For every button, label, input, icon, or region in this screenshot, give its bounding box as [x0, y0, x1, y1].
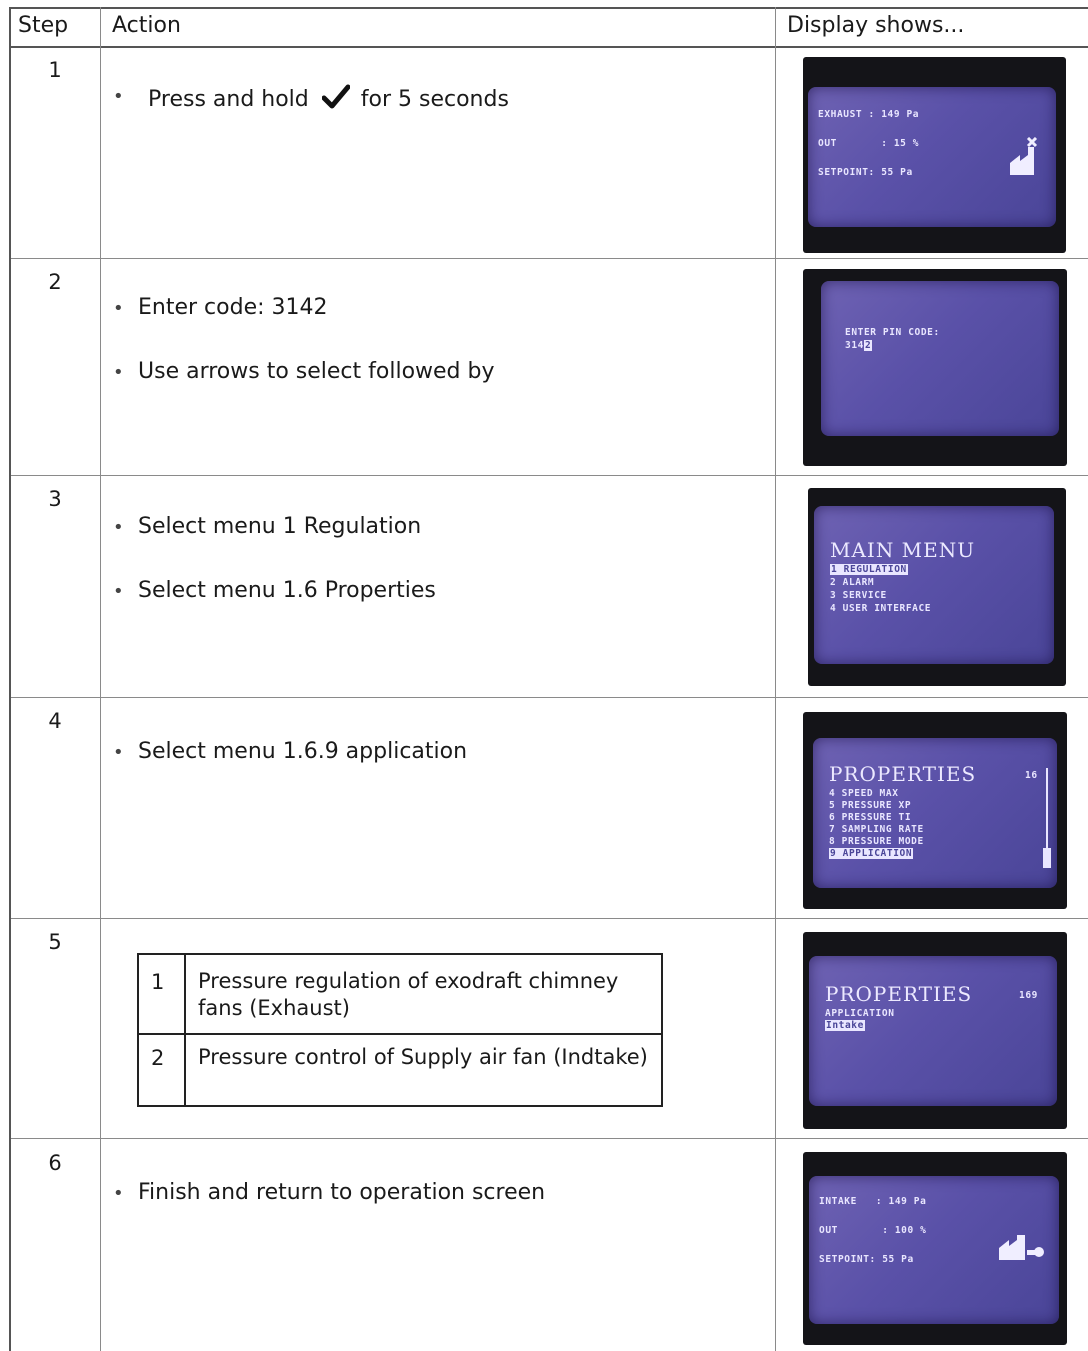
bullet-icon: • — [113, 362, 124, 383]
lcd-line: SETPOINT: 55 Pa — [819, 1254, 914, 1265]
lcd-screen — [821, 281, 1059, 436]
display-photo — [803, 712, 1067, 909]
step-number: 3 — [48, 487, 62, 511]
bullet-icon: • — [113, 86, 124, 107]
display-photo — [803, 269, 1067, 466]
lcd-screen — [814, 506, 1054, 664]
header-action: Action — [112, 13, 181, 38]
row-divider — [9, 697, 1088, 698]
lcd-menu-code: 16 — [1025, 770, 1038, 781]
column-divider — [100, 7, 101, 1351]
action-text-prefix: Press and hold — [148, 87, 309, 112]
row-divider — [9, 918, 1088, 919]
lcd-title: PROPERTIES — [829, 762, 977, 786]
lcd-title: MAIN MENU — [830, 538, 976, 562]
display-photo — [808, 488, 1066, 686]
action-text: Enter code: 3142 — [138, 295, 328, 320]
lcd-line: SETPOINT: 55 Pa — [818, 167, 913, 178]
lcd-screen — [809, 1176, 1059, 1324]
step-number: 1 — [48, 58, 62, 82]
row-divider — [9, 475, 1088, 476]
table-left-border — [9, 7, 11, 1351]
option-number: 1 — [151, 970, 165, 994]
lcd-menu-item: 5 PRESSURE XP — [829, 800, 912, 811]
checkmark-icon — [322, 83, 350, 111]
lcd-value-selected: Intake — [826, 1020, 864, 1031]
step-number: 6 — [48, 1151, 62, 1175]
display-photo — [803, 1152, 1067, 1345]
step-number: 4 — [48, 709, 62, 733]
lcd-line: OUT : 100 % — [819, 1225, 927, 1236]
bullet-icon: • — [113, 581, 124, 602]
bullet-icon: • — [113, 298, 124, 319]
option-number: 2 — [151, 1046, 165, 1070]
bullet-icon: • — [113, 517, 124, 538]
lcd-screen — [813, 738, 1057, 888]
application-options-table — [137, 953, 663, 1107]
lcd-menu-code: 169 — [1019, 990, 1038, 1001]
lcd-menu-item: 6 PRESSURE TI — [829, 812, 912, 823]
lcd-line: APPLICATION — [825, 1008, 895, 1019]
row-divider — [139, 1033, 661, 1035]
header-display: Display shows... — [787, 13, 965, 38]
row-divider — [9, 1138, 1088, 1139]
header-divider — [9, 46, 1088, 48]
step-number: 2 — [48, 270, 62, 294]
display-photo — [803, 932, 1067, 1129]
intake-fan-house-icon — [997, 1232, 1047, 1262]
exhaust-fan-house-icon — [1008, 137, 1038, 177]
action-text — [148, 83, 509, 112]
display-photo — [803, 57, 1066, 253]
pin-cursor-digit: 2 — [864, 340, 872, 351]
column-divider — [184, 955, 186, 1105]
bullet-icon: • — [113, 1183, 124, 1204]
action-text: Select menu 1.6 Properties — [138, 578, 436, 603]
lcd-line: EXHAUST : 149 Pa — [818, 109, 920, 120]
action-text-suffix: for 5 seconds — [360, 87, 509, 112]
lcd-screen — [808, 87, 1056, 227]
lcd-menu-item: 3 SERVICE — [830, 590, 887, 601]
lcd-line: ENTER PIN CODE: — [845, 327, 940, 338]
lcd-line: OUT : 15 % — [818, 138, 920, 149]
lcd-menu-item: 7 SAMPLING RATE — [829, 824, 924, 835]
table-top-border — [9, 7, 1088, 9]
bullet-icon: • — [113, 742, 124, 763]
lcd-title: PROPERTIES — [825, 982, 973, 1006]
lcd-scrollbar-thumb — [1043, 848, 1051, 868]
lcd-menu-item-selected: 9 APPLICATION — [830, 848, 913, 859]
lcd-menu-item-selected: 1 REGULATION — [831, 564, 907, 575]
lcd-menu-item: 4 USER INTERFACE — [830, 603, 932, 614]
header-step: Step — [18, 13, 69, 38]
lcd-line — [845, 340, 872, 351]
column-divider — [775, 7, 776, 1351]
option-text: Pressure regulation of exodraft chimney fans (Exhaust) — [198, 969, 619, 1020]
lcd-menu-item: 2 ALARM — [830, 577, 875, 588]
lcd-line: INTAKE : 149 Pa — [819, 1196, 927, 1207]
action-text: Finish and return to operation screen — [138, 1180, 546, 1205]
option-text: Pressure control of Supply air fan (Indtake) — [198, 1045, 648, 1069]
action-text: Select menu 1 Regulation — [138, 514, 422, 539]
pin-digits: 314 — [845, 340, 864, 351]
lcd-menu-item: 4 SPEED MAX — [829, 788, 899, 799]
lcd-screen — [809, 956, 1057, 1106]
action-text: Select menu 1.6.9 application — [138, 739, 468, 764]
action-text: Use arrows to select followed by — [138, 359, 495, 384]
step-number: 5 — [48, 930, 62, 954]
lcd-menu-item: 8 PRESSURE MODE — [829, 836, 924, 847]
row-divider — [9, 258, 1088, 259]
